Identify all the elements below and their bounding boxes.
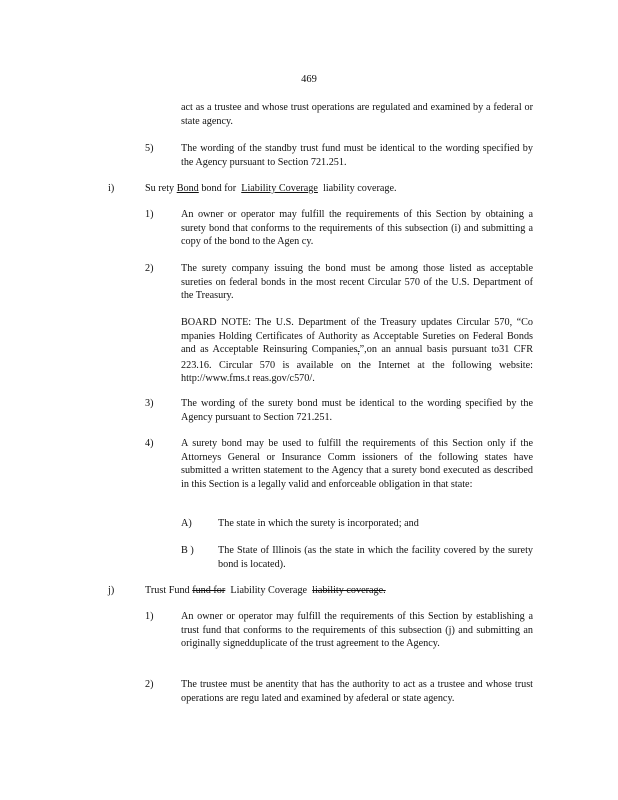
page-number: 469	[301, 74, 317, 85]
i-item-4-text: A surety bond may be used to fulfill the requirements of this Section only if the Attorneys General or Insurance Comm issioners of the following states have submitted a written statement to the Agency that a surety bond executed as described in this Section is a legally valid and enforceable obligation in that state:	[181, 438, 533, 490]
board-note	[181, 316, 533, 386]
i-item-2-marker: 2)	[145, 263, 154, 274]
section-i-heading-underlined-liability: Liability Coverage	[241, 183, 318, 194]
section-i-heading-underlined-bond: Bond	[176, 183, 199, 194]
board-note-text-2: ”,on an annual basis pursuant to31 CFR 223.16. Circular 570 is available on the Internet at the following website: http://www.fms.t reas.gov/c570/.	[181, 344, 533, 385]
i-item-4-marker: 4)	[145, 438, 154, 449]
section-j-heading-struck-fund-for: fund for	[192, 585, 226, 596]
section-i-heading-part2: bond for	[201, 183, 237, 194]
i-item-1-marker: 1)	[145, 209, 154, 220]
section-j-marker: j)	[108, 585, 115, 596]
i-item-3-marker: 3)	[145, 398, 154, 409]
section-i-marker: i)	[108, 183, 115, 194]
j-item-1-marker: 1)	[145, 611, 154, 622]
section-j-heading	[145, 584, 535, 598]
item-5-marker: 5)	[145, 143, 154, 154]
i4-subitem-b-marker: B )	[181, 545, 194, 556]
board-note-struck-comma: ,	[357, 347, 360, 357]
section-j-heading-part2: Liability Coverage	[230, 585, 308, 596]
continuation-paragraph: act as a trustee and whose trust operations are regulated and examined by a federal or state agency.	[181, 102, 533, 127]
item-5-text: The wording of the standby trust fund must be identical to the wording specified by the Agency pursuant to Section 721.251.	[181, 143, 533, 168]
j-item-2-marker: 2)	[145, 679, 154, 690]
i4-subitem-a-marker: A)	[181, 518, 192, 529]
i-item-3-text: The wording of the surety bond must be identical to the wording specified by the Agency pursuant to Section 721.251.	[181, 398, 533, 423]
section-i-heading-part1: Su rety	[145, 183, 175, 194]
i-item-2-text: The surety company issuing the bond must be among those listed as acceptable sureties on federal bonds in the most recent Circular 570 of the U.S. Department of the Treasury.	[181, 263, 533, 302]
section-j-heading-part1: Trust Fund	[145, 585, 190, 596]
j-item-2-text: The trustee must be anentity that has the authority to act as a trustee and whose trust operations are regu lated and examined by afederal or state agency.	[181, 679, 533, 704]
section-j-heading-struck-liability: liability coverage.	[312, 585, 386, 596]
board-note-text-1: BOARD NOTE: The U.S. Department of the Treasury updates Circular 570, “Co mpanies Holding Certificates of Authority as Acceptable Sureties on Federal Bonds and as Acceptable Reinsuring Companies	[181, 317, 533, 356]
section-i-heading	[145, 182, 535, 196]
section-i-heading-part3: liability coverage.	[323, 183, 397, 194]
i4-subitem-b-text: The State of Illinois (as the state in which the facility covered by the surety bond is located).	[218, 545, 533, 570]
i-item-1-text: An owner or operator may fulfill the requirements of this Section by obtaining a surety bond that conforms to the requirements of this subsection (i) and submitting a copy of the bond to the Agen cy.	[181, 209, 533, 248]
j-item-1-text: An owner or operator may fulfill the requirements of this Section by establishing a trust fund that conforms to the requirements of this subsection (j) and submitting an originally signedduplicate of the trust agreement to the Agency.	[181, 611, 533, 650]
i4-subitem-a-text: The state in which the surety is incorporated; and	[218, 518, 419, 529]
